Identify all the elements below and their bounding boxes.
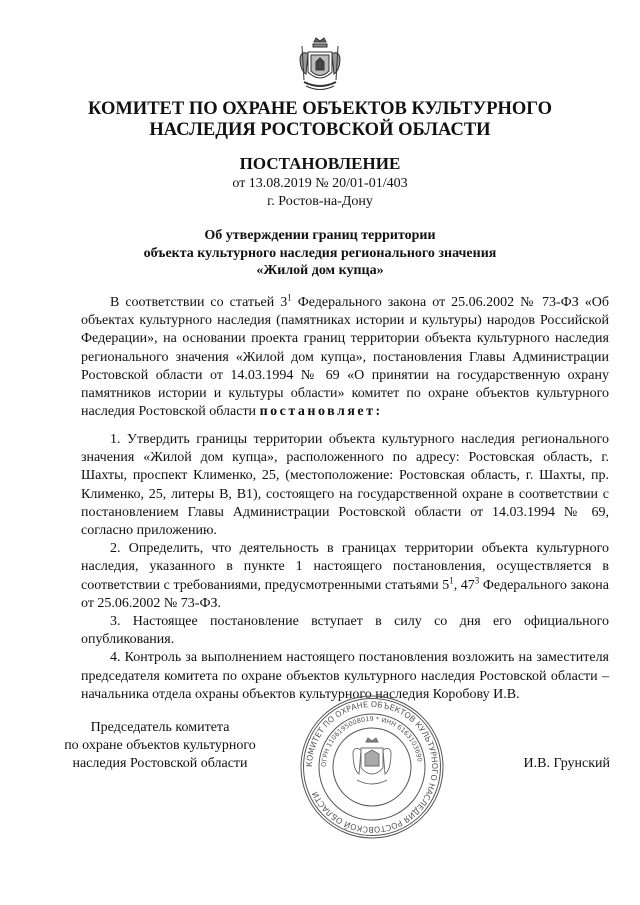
decree-word: постановляет: [259, 404, 383, 420]
preamble-text-part-2: Федерального закона от 25.06.2002 № 73-ФЗ «Об объектах культурного наследия (памятниках истории и культуры) народов Российской Федерации», на основании проекта границ территории объекта культурного наследия регионального значения «Жилой дом купца», постановления Главы Администрации Ростовской области от 14.03.1994 № 69 «О принятии на государственную охрану памятников истории и культуры области» комитет по охране объектов культурного наследия Ростовской области [81, 295, 609, 420]
signatory-name: И.В. Грунский [523, 756, 610, 771]
document-date-number: от 13.08.2019 № 20/01-01/403 [232, 176, 408, 191]
subject-line-2: объекта культурного наследия регионального значения [143, 245, 497, 261]
organization-name-line-2: НАСЛЕДИЯ РОСТОВСКОЙ ОБЛАСТИ [149, 120, 491, 140]
preamble [81, 294, 609, 421]
document-place: г. Ростов-на-Дону [267, 194, 373, 209]
item-2-text-part-1: 2. Определить, что деятельность в границах территории объекта культурного наследия, указанного в пункте 1 настоящего постановления, осуществляется в соответствии с требованиями, предусмотренными статьями 5 [81, 541, 609, 593]
item-2-superscript-1: 1 [449, 574, 454, 585]
seal-inner-text: ОГРН 1106195008019 * ИНН 6163103690 [319, 714, 424, 768]
signatory-title-line-2: по охране объектов культурного [64, 738, 256, 753]
resolution-item-3: 3. Настоящее постановление вступает в силу со дня его официального опубликования. [81, 614, 609, 648]
signatory-title-line-3: наследия Ростовской области [72, 756, 248, 771]
document-type: ПОСТАНОВЛЕНИЕ [239, 154, 401, 173]
document-subject [60, 227, 580, 280]
resolution-item-4: 4. Контроль за выполнением настоящего постановления возложить на заместителя председателя комитета по охране объектов культурного наследия Ростовской области – начальника отдела охраны объектов культурного наследия Коробову И.В. [81, 650, 609, 702]
subject-line-3: «Жилой дом купца» [256, 263, 384, 278]
item-2-text-part-3: Федерального закона от 25.06.2002 № 73-ФЗ. [81, 577, 610, 611]
signatory-title-line-1: Председатель комитета [90, 720, 230, 735]
item-2-text-part-2: , 47 [453, 577, 475, 593]
resolution-item-2 [81, 540, 609, 613]
signatory-title [40, 719, 280, 773]
organization-name-line-1: КОМИТЕТ ПО ОХРАНЕ ОБЪЕКТОВ КУЛЬТУРНОГО [88, 99, 552, 119]
subject-line-1: Об утверждении границ территории [204, 228, 436, 243]
organization-name [60, 99, 580, 141]
resolution-item-1: 1. Утвердить границы территории объекта культурного наследия регионального значения «Жилой дом купца», расположенного по адресу: Ростовская область, г. Шахты, проспект Клименко, 25, (местоположение: Ростовская область, г. Шахты, пр. Клименко, 25, литеры В, В1), состоящего на государственной охране в соответствии с постановлением Главы Администрации Ростовской области от 14.03.1994 № 69, согласно приложению. [81, 432, 609, 539]
preamble-text-part-1: В соответствии со статьей 3 [110, 295, 288, 310]
seal-outer-text: КОМИТЕТ ПО ОХРАНЕ ОБЪЕКТОВ КУЛЬТУРНОГО НАСЛЕДИЯ РОСТОВСКОЙ ОБЛАСТИ [304, 699, 440, 835]
official-seal-icon [297, 692, 447, 842]
resolution-items [81, 431, 609, 704]
coat-of-arms-icon [296, 36, 344, 94]
preamble-paragraph [81, 294, 609, 421]
preamble-superscript: 1 [287, 292, 292, 303]
item-2-superscript-2: 3 [474, 574, 480, 585]
